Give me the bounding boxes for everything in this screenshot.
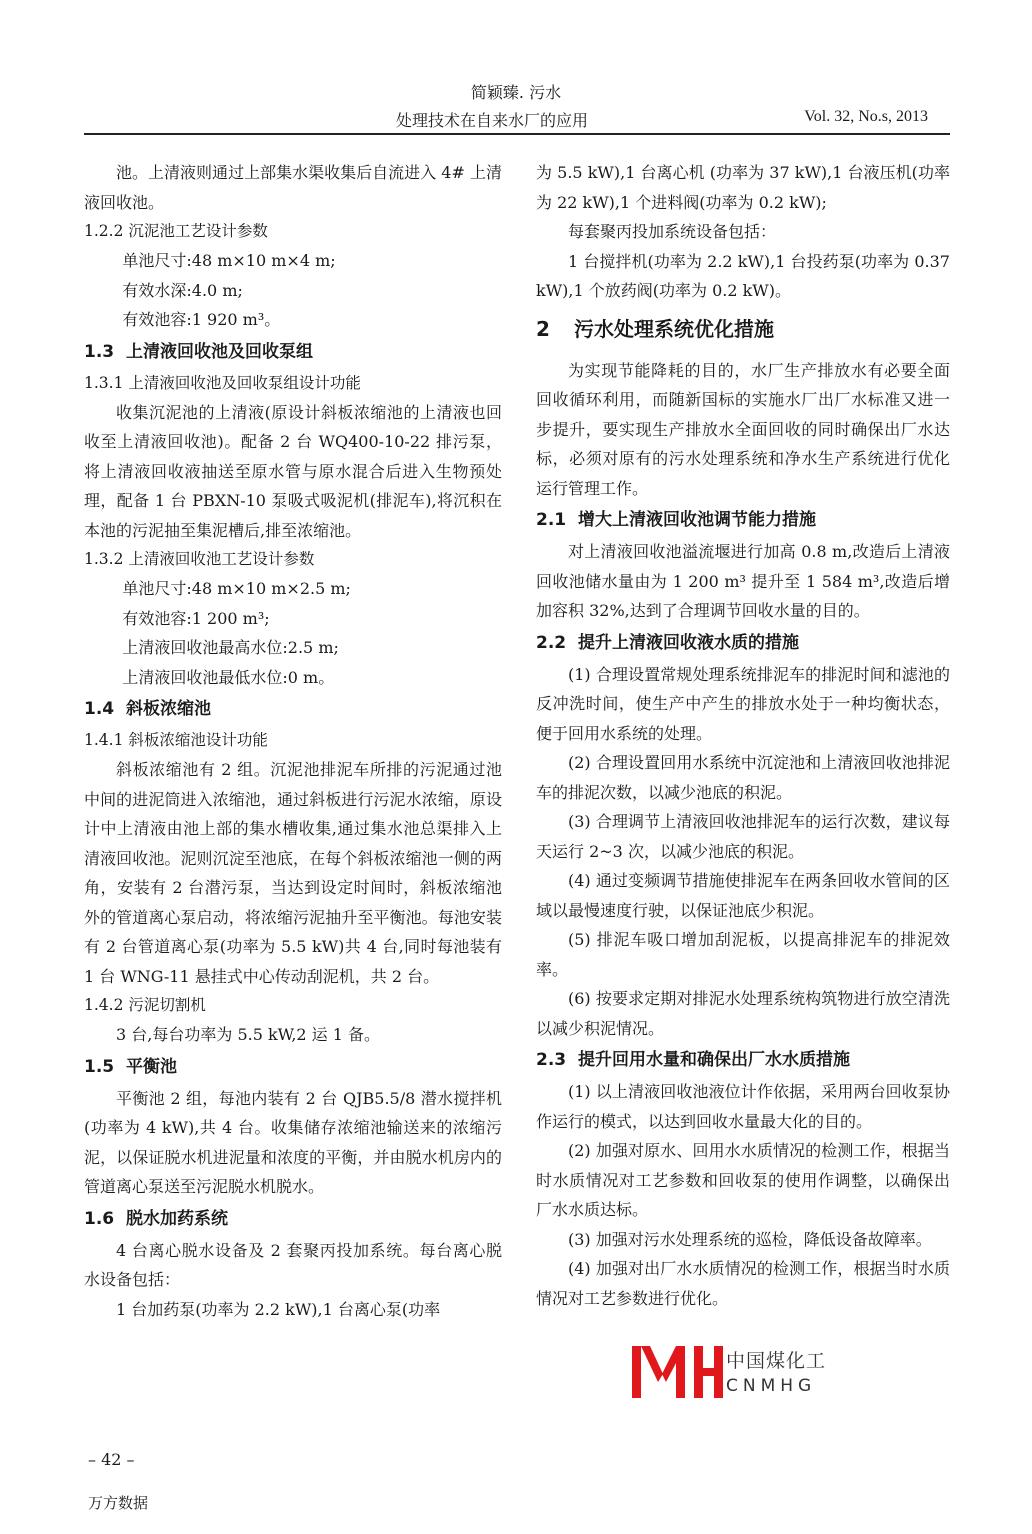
- watermark-text-cn: 中国煤化工: [726, 1350, 827, 1372]
- header-line1: 简颖臻. 污水: [470, 83, 562, 102]
- parameter-line: 上清液回收池最低水位:0 m。: [122, 667, 335, 687]
- chapter-heading: [536, 314, 950, 344]
- section-title: 上清液回收池及回收泵组: [125, 341, 313, 362]
- section-title: 斜板浓缩池: [125, 699, 211, 719]
- header-rule: [84, 133, 950, 135]
- page-number: – 42 –: [88, 1450, 135, 1469]
- subsection-heading: 1.4.1 斜板浓缩池设计功能: [84, 731, 268, 749]
- section-number: 2.2: [536, 632, 567, 653]
- paragraph: 1 台加药泵(功率为 2.2 kW),1 台离心泵(功率: [116, 1299, 441, 1319]
- section-number: 2.1: [536, 510, 567, 530]
- chapter-title: 污水处理系统优化措施: [574, 316, 774, 341]
- section-heading: [536, 628, 950, 658]
- section-number: 1.5: [84, 1056, 115, 1077]
- section-number: 1.4: [84, 699, 115, 719]
- list-item: (4) 加强对出厂水水质情况的检测工作，根据当时水质情况对工艺参数进行优化。: [536, 1259, 950, 1308]
- section-heading: [84, 1204, 502, 1234]
- header-volume: Vol. 32, No.s, 2013: [804, 108, 928, 125]
- list-item: (1) 合理设置常规处理系统排泥车的排泥时间和滤池的反冲洗时间，使生产中产生的排放水处于一种均衡状态，便于回用水系统的处理。: [536, 664, 950, 743]
- watermark-text-en: CNMHG: [726, 1376, 817, 1396]
- paragraph: 4 台离心脱水设备及 2 套聚丙投加系统。每台离心脱水设备包括：: [84, 1240, 502, 1289]
- section-heading: [84, 337, 502, 367]
- header-article-title: 处理技术在自来水厂的应用: [396, 111, 589, 130]
- section-heading: [84, 694, 502, 724]
- parameter-line: 有效池容:1 200 m³;: [122, 608, 270, 628]
- paragraph: 1 台搅拌机(功率为 2.2 kW),1 台投药泵(功率为 0.37 kW),1 个放药阀(功率为 0.2 kW)。: [536, 251, 950, 300]
- left-column: [84, 158, 502, 1324]
- paragraph: 为 5.5 kW),1 台离心机 (功率为 37 kW),1 台液压机(功率为 22 kW),1 个进料阀(功率为 0.2 kW);: [536, 163, 950, 212]
- source-label: 万方数据: [88, 1494, 149, 1512]
- parameter-line: 有效池容:1 920 m³。: [122, 310, 281, 329]
- list-item: (2) 合理设置回用水系统中沉淀池和上清液回收池排泥车的排泥次数，以减少池底的积泥。: [536, 753, 950, 802]
- section-number: 1.3: [84, 341, 115, 362]
- section-heading: [536, 505, 950, 535]
- section-number: 2.3: [536, 1050, 567, 1070]
- parameter-line: 单池尺寸:48 m×10 m×4 m;: [122, 251, 336, 270]
- list-item: (3) 加强对污水处理系统的巡检，降低设备故障率。: [568, 1229, 932, 1249]
- section-title: 提升上清液回收液水质的措施: [577, 632, 799, 653]
- right-column: [536, 158, 950, 1313]
- section-heading: [84, 1052, 502, 1082]
- subsection-heading: 1.2.2 沉泥池工艺设计参数: [84, 222, 268, 240]
- list-item: (2) 加强对原水、回用水水质情况的检测工作，根据当时水质情况对工艺参数和回收泵的使用作调整，以确保出厂水水质达标。: [536, 1141, 950, 1219]
- chapter-number: 2: [536, 316, 550, 341]
- subsection-heading: 1.3.2 上清液回收池工艺设计参数: [84, 550, 315, 568]
- paragraph: 对上清液回收池溢流堰进行加高 0.8 m,改造后上清液回收池储水量由为 1 200 m³ 提升至 1 584 m³,改造后增加容积 32%,达到了合理调节回收水量的目的。: [536, 542, 950, 620]
- section-title: 提升回用水量和确保出厂水水质措施: [577, 1050, 850, 1070]
- parameter-line: 上清液回收池最高水位:2.5 m;: [122, 638, 339, 657]
- list-item: (1) 以上清液回收池液位计作依据，采用两台回收泵协作运行的模式，以达到回收水量最大化的目的。: [536, 1082, 950, 1131]
- section-number: 1.6: [84, 1208, 115, 1229]
- paragraph: 收集沉泥池的上清液(原设计斜板浓缩池的上清液也回收至上清液回收池)。配备 2 台 WQ400-10-22 排污泵，将上清液回收液抽送至原水管与原水混合后进入生物预处理，配备 1 台 PBXN-10 泵吸式吸泥机(排泥车),将沉积在本池的污泥抽至集泥槽后,排至浓缩池。: [84, 402, 502, 540]
- parameter-line: 有效水深:4.0 m;: [122, 280, 243, 300]
- list-item: (5) 排泥车吸口增加刮泥板，以提高排泥车的排泥效率。: [536, 930, 950, 979]
- watermark-logo: [622, 1342, 846, 1406]
- parameter-line: 单池尺寸:48 m×10 m×2.5 m;: [122, 579, 351, 598]
- list-item: (6) 按要求定期对排泥水处理系统构筑物进行放空清洗以减少积泥情况。: [536, 989, 950, 1038]
- subsection-heading: 1.4.2 污泥切割机: [84, 996, 206, 1014]
- paragraph: 为实现节能降耗的目的，水厂生产排放水有必要全面回收循环利用，而随新国标的实施水厂出厂水标准又进一步提升，要实现生产排放水全面回收的同时确保出厂水达标，必须对原有的污水处理系统和净水生产系统进行优化运行管理工作。: [536, 360, 950, 498]
- section-title: 增大上清液回收池调节能力措施: [577, 510, 816, 530]
- paragraph: 3 台,每台功率为 5.5 kW,2 运 1 备。: [116, 1025, 381, 1044]
- paragraph: 斜板浓缩池有 2 组。沉泥池排泥车所排的污泥通过池中间的进泥筒进入浓缩池，通过斜板进行污泥水浓缩，原设计中上清液由池上部的集水槽收集,通过集水池总渠排入上清液回收池。泥则沉淀至池底，在每个斜板浓缩池一侧的两角，安装有 2 台潜污泵，当达到设定时间时，斜板浓缩池外的管道离心泵启动，将浓缩污泥抽升至平衡池。每池安装有 2 台管道离心泵(功率为 5.5 kW)共 4 台,同时每池装有 1 台 WNG-11 悬挂式中心传动刮泥机，共 2 台。: [84, 760, 502, 986]
- section-heading: [536, 1045, 950, 1075]
- paragraph: 每套聚丙投加系统设备包括：: [568, 222, 777, 241]
- paragraph: 池。上清液则通过上部集水渠收集后自流进入 4# 上清液回收池。: [84, 163, 502, 212]
- paragraph: 平衡池 2 组，每池内装有 2 台 QJB5.5/8 潜水搅拌机(功率为 4 kW),共 4 台。收集储存浓缩池输送来的浓缩污泥，以保证脱水机进泥量和浓度的平衡，并由脱水机房内的管道离心泵送至污泥脱水机脱水。: [84, 1088, 502, 1196]
- section-title: 平衡池: [125, 1056, 177, 1077]
- section-title: 脱水加药系统: [125, 1208, 228, 1229]
- list-item: (4) 通过变频调节措施使排泥车在两条回收水管间的区域以最慢速度行驶，以保证池底少积泥。: [536, 871, 950, 920]
- list-item: (3) 合理调节上清液回收池排泥车的运行次数，建议每天运行 2~3 次，以减少池底的积泥。: [536, 812, 950, 861]
- subsection-heading: 1.3.1 上清液回收池及回收泵组设计功能: [84, 373, 361, 392]
- cnmhg-logo-icon: [630, 1342, 726, 1400]
